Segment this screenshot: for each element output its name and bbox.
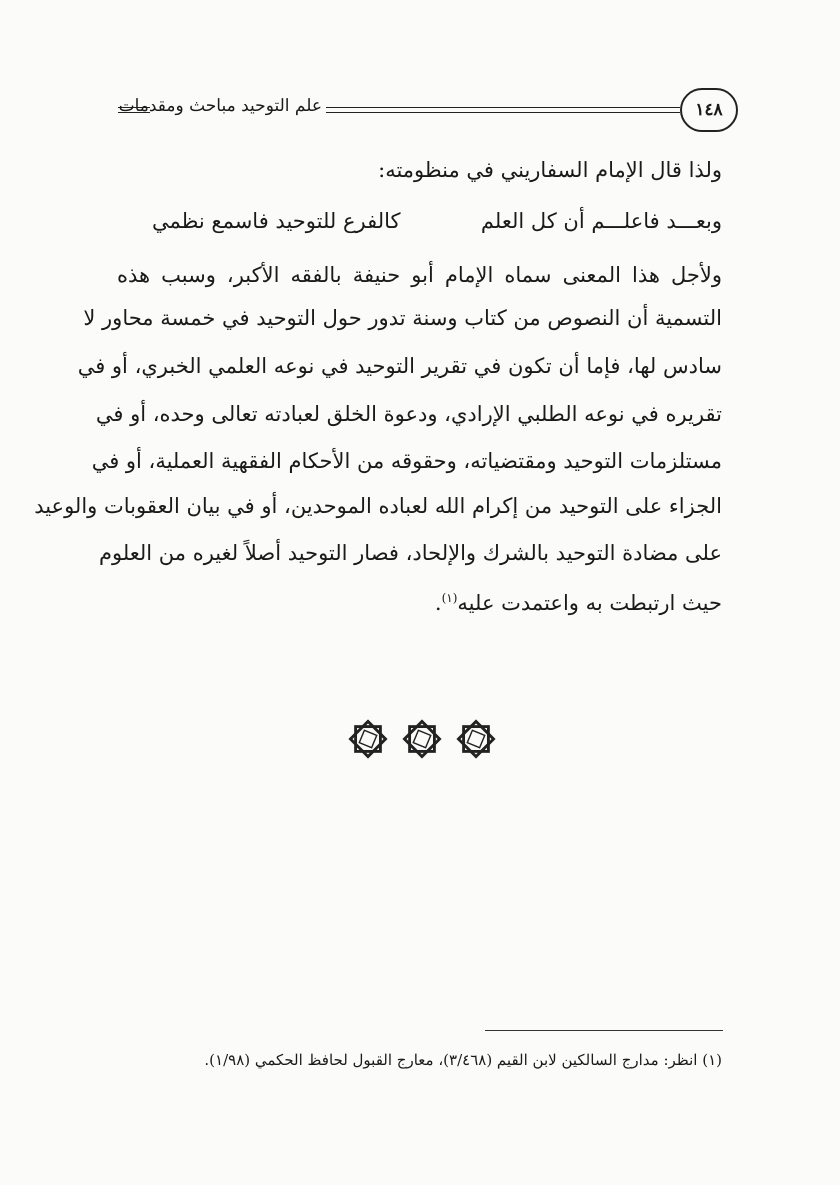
last-line-text: حيث ارتبطت به واعتمدت عليه <box>457 591 722 615</box>
running-title: علم التوحيد مباحث ومقدمات <box>118 96 322 116</box>
paragraph-line: سادس لها، فإما أن تكون في تقرير التوحيد في نوعه العلمي الخبري، أو في <box>77 354 722 378</box>
paragraph-line: ولأجل هذا المعنى سماه الإمام أبو حنيفة بالفقه الأكبر، وسبب هذه <box>117 263 722 287</box>
page-header <box>118 88 738 134</box>
paragraph-line: مستلزمات التوحيد ومقتضياته، وحقوقه من الأحكام الفقهية العملية، أو في <box>91 449 722 473</box>
verse-first-hemistich: وبعـــد فاعلـــم أن كل العلم <box>480 209 722 233</box>
paragraph-line: على مضادة التوحيد بالشرك والإلحاد، فصار التوحيد أصلاً لغيره من العلوم <box>98 541 722 565</box>
page-number: ١٤٨ <box>680 88 738 132</box>
eight-point-star-ornament-icon <box>347 718 389 760</box>
footnote-reference: (١) <box>441 591 458 605</box>
paragraph-line: التسمية أن النصوص من كتاب وسنة تدور حول التوحيد في خمسة محاور لا <box>83 306 722 330</box>
paragraph-line: الجزاء على التوحيد من إكرام الله لعباده الموحدين، أو في بيان العقوبات والوعيد <box>34 494 722 518</box>
intro-line: ولذا قال الإمام السفاريني في منظومته: <box>378 158 722 182</box>
header-rule <box>326 107 680 113</box>
footnote-separator <box>485 1030 723 1031</box>
footnote: (١) انظر: مدارج السالكين لابن القيم (٣/٤٦٨)، معارج القبول لحافظ الحكمي (١/٩٨). <box>204 1051 722 1069</box>
paragraph-last-line <box>117 578 722 618</box>
verse-line <box>117 201 722 241</box>
verse-second-hemistich: كالفرع للتوحيد فاسمع نظمي <box>152 209 401 233</box>
section-ornament <box>347 718 497 764</box>
eight-point-star-ornament-icon <box>455 718 497 760</box>
eight-point-star-ornament-icon <box>401 718 443 760</box>
paragraph-line: تقريره في نوعه الطلبي الإرادي، ودعوة الخلق لعبادته تعالى وحده، أو في <box>95 402 722 426</box>
last-line-end: . <box>434 591 442 615</box>
